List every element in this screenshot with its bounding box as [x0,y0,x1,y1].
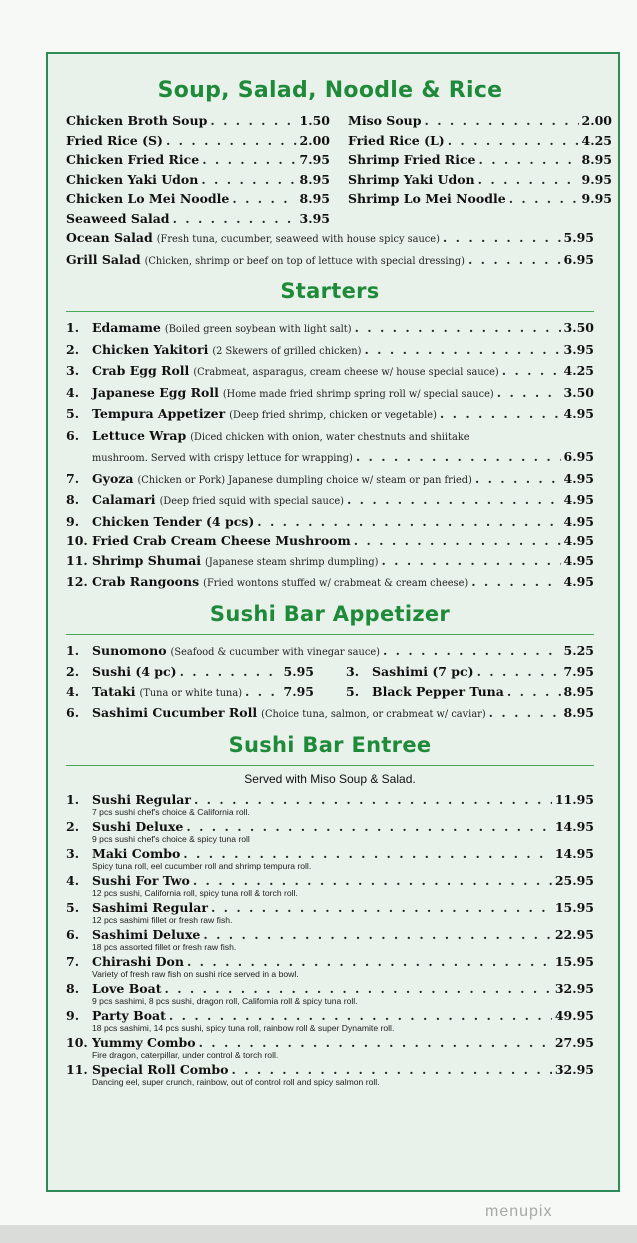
item-price: 7.95 [299,152,330,167]
item-number: 7. [66,470,80,486]
section-title-appetizer: Sushi Bar Appetizer [209,601,451,626]
menu-content [66,78,612,1089]
item-price: 4.95 [563,533,594,548]
menu-item [346,662,594,682]
item-name: Miso Soup [348,113,422,128]
section-title-starters: Starters [280,279,380,303]
section-divider [66,765,594,766]
item-description: (Choice tuna, salmon, or crabmeat w/ caviar) [261,709,486,720]
item-price: 32.95 [554,1061,594,1077]
item-price: 11.95 [554,791,594,807]
item-name: Shrimp Fried Rice [348,152,476,167]
soup-left-column [66,111,330,228]
item-description: (Japanese steam shrimp dumpling) [205,556,379,568]
appetizer-left-column [66,662,314,703]
item-description: mushroom. Served with crispy lettuce for wrapping) [92,453,353,464]
item-number: 6. [66,427,80,443]
leader-dots [355,318,561,338]
leader-dots [509,189,579,209]
item-description: 18 pcs assorted fillet or fresh raw fish. [92,941,237,952]
item-name: Sashimi Regular [92,899,208,915]
item-name: Shrimp Shumai [92,552,202,568]
item-name: Shrimp Lo Mei Noodle [348,191,506,206]
menu-item [66,927,594,943]
leader-dots [443,228,561,248]
item-name: Sunomono [92,642,167,658]
item-number: 11. [66,1061,88,1077]
menu-item [66,551,594,573]
item-description: (Crabmeat, asparagus, cream cheese w/ house special sauce) [193,367,499,378]
menu-item [348,131,612,151]
item-name: Chicken Broth Soup [66,113,208,128]
item-description: 12 pcs sushi, California roll, spicy tuna roll & torch roll. [92,887,298,898]
item-price: 25.95 [554,872,594,888]
menu-item [348,111,612,131]
item-description: (2 Skewers of grilled chicken) [212,345,362,357]
item-number: 5. [66,406,80,421]
leader-dots [468,250,561,270]
item-name: Grill Salad [66,251,141,267]
leader-dots [381,551,560,571]
page-bottom-edge [0,1225,637,1243]
leader-dots [166,131,297,151]
menu-item [66,111,330,131]
item-price: 8.95 [563,705,594,720]
item-number: 3. [346,664,360,679]
item-price: 4.95 [563,406,594,421]
item-description: Variety of fresh raw fish on sushi rice served in a bowl. [92,968,299,979]
item-description: (Tuna or white tuna) [139,687,243,699]
menu-item [66,981,594,997]
item-number: 4. [66,872,80,888]
item-number: 3. [66,363,80,378]
item-description: 12 pcs sashimi fillet or fresh raw fish. [92,914,233,925]
item-number: 1. [66,642,80,658]
item-price: 4.25 [563,363,594,378]
item-number: 2. [66,818,80,834]
item-name: Fried Crab Cream Cheese Mushroom [92,533,351,548]
menu-item [66,792,594,808]
menu-item [66,209,330,229]
item-price: 22.95 [554,926,594,942]
item-name: Party Boat [92,1007,166,1023]
item-number: 7. [66,953,80,969]
item-description: (Deep fried squid with special sauce) [159,496,344,507]
appetizer-right-column [346,662,594,703]
item-name: Yummy Combo [92,1034,196,1050]
menu-item [66,900,594,916]
leader-dots [477,662,561,682]
item-price: 4.25 [581,132,612,148]
leader-dots [199,1035,552,1051]
item-number: 11. [66,552,88,568]
leader-dots [193,873,552,889]
menu-item [348,170,612,190]
leader-dots [231,1062,551,1078]
item-name: Love Boat [92,980,162,996]
leader-dots [347,490,561,510]
leader-dots [245,682,281,702]
item-price: 4.95 [563,492,594,507]
soup-columns [66,111,612,228]
item-description: Dancing eel, super crunch, rainbow, out of control roll and spicy salmon roll. [92,1076,380,1087]
item-price: 2.00 [299,132,330,148]
item-description: (Deep fried shrimp, chicken or vegetable) [229,410,437,421]
appetizer-pair-row [66,662,594,703]
menu-item [66,189,330,209]
item-name: Sashimi Deluxe [92,926,201,942]
item-number: 2. [66,664,80,679]
menu-item [66,703,594,725]
menu-item [66,846,594,862]
item-name: Edamame [92,320,161,335]
item-number: 1. [66,320,80,335]
item-number: 6. [66,705,80,720]
menu-item [346,682,594,702]
item-description: (Fresh tuna, cucumber, seaweed with house spicy sauce) [156,234,440,245]
item-price: 49.95 [554,1007,594,1023]
item-name: Chicken Lo Mei Noodle [66,191,230,206]
item-number: 1. [66,791,80,807]
leader-dots [471,572,560,592]
item-name: Sushi Regular [92,791,191,807]
leader-dots [202,150,296,170]
item-name: Tempura Appetizer [92,406,226,421]
item-description: Fire dragon, caterpillar, under control & torch roll. [92,1049,279,1060]
item-price: 5.95 [563,230,594,245]
item-name: Fried Rice (L) [348,132,445,148]
item-price: 32.95 [554,980,594,996]
menu-panel [46,52,620,1192]
item-number: 8. [66,492,80,507]
item-price: 5.25 [563,642,594,658]
item-description: 18 pcs sashimi, 14 pcs sushi, spicy tuna roll, rainbow roll & super Dynamite roll. [92,1022,395,1033]
item-name: Sushi Deluxe [92,818,184,834]
leader-dots [210,111,296,131]
item-name: Tataki [92,683,136,699]
item-price: 4.95 [563,574,594,589]
menu-item [66,954,594,970]
menu-item [66,662,314,682]
item-name: Japanese Egg Roll [92,384,219,400]
menu-item [66,228,594,250]
leader-dots [211,900,552,916]
leader-dots [257,512,560,532]
item-description: 9 pcs sashimi, 8 pcs sushi, dragon roll, California roll & spicy tuna roll. [92,995,358,1006]
leader-dots [203,927,551,943]
item-price: 3.50 [563,384,594,400]
item-number: 5. [66,899,80,915]
item-name: Sashimi Cucumber Roll [92,705,258,720]
leader-dots [479,150,579,170]
leader-dots [440,404,561,424]
menu-item [66,150,330,170]
section-title-entree: Sushi Bar Entree [228,732,432,757]
item-description: (Seafood & cucumber with vinegar sauce) [170,646,380,658]
menu-item [66,512,594,532]
leader-dots [425,111,579,131]
item-number: 3. [66,845,80,861]
item-price: 9.95 [581,191,612,206]
item-price: 3.95 [299,210,330,226]
item-description: 9 pcs sushi chef's choice & spicy tuna roll [92,833,250,844]
menu-item [66,641,594,663]
item-number: 12. [66,574,88,589]
item-name: Ocean Salad [66,230,153,245]
item-name: Lettuce Wrap [92,427,187,443]
item-price: 14.95 [554,845,594,861]
item-price: 2.00 [581,113,612,128]
item-number: 2. [66,341,80,357]
starters-list [66,318,594,594]
item-name: Crab Egg Roll [92,363,190,378]
menu-item [66,131,330,151]
menu-item [66,404,594,426]
item-name: Chicken Yakitori [92,341,209,357]
item-price: 4.95 [563,513,594,529]
leader-dots [364,340,560,360]
item-number: 10. [66,533,88,548]
item-price: 15.95 [554,899,594,915]
item-price: 8.95 [563,683,594,699]
leader-dots [201,170,296,190]
watermark: menupix [485,1203,553,1220]
entree-list [66,792,594,1087]
menu-item [66,318,594,340]
menu-item [66,490,594,512]
item-description: (Chicken, shrimp or beef on top of lettuce with special dressing) [144,255,465,267]
menu-item [66,1035,594,1051]
item-description: 7 pcs sushi chef's choice & California roll. [92,806,250,817]
item-price: 1.50 [299,113,330,128]
section-title-soup: Soup, Salad, Noodle & Rice [157,78,503,103]
menu-item [66,819,594,835]
item-price: 4.95 [563,552,594,568]
item-number: 4. [66,683,80,699]
item-description: (Fried wontons stuffed w/ crabmeat & cream cheese) [203,578,469,589]
menu-item [66,426,594,448]
item-price: 14.95 [554,818,594,834]
item-description: Spicy tuna roll, eel cucumber roll and shrimp tempura roll. [92,860,312,871]
leader-dots [173,209,297,229]
soup-right-column [348,111,612,228]
leader-dots [475,469,561,489]
item-price: 8.95 [299,191,330,206]
section-divider [66,634,594,635]
item-number: 10. [66,1034,88,1050]
leader-dots [186,819,551,835]
section-divider [66,311,594,312]
item-name: Special Roll Combo [92,1061,229,1077]
menu-item [348,189,612,209]
item-price: 3.95 [563,341,594,357]
item-price: 5.95 [283,664,314,679]
leader-dots [169,1008,552,1024]
menu-item [66,682,314,704]
item-description: (Home made fried shrimp spring roll w/ special sauce) [222,388,494,400]
menu-item [66,572,594,594]
item-name: Fried Rice (S) [66,132,163,148]
leader-dots [183,846,552,862]
item-number: 4. [66,384,80,400]
leader-dots [383,641,561,661]
appetizer-list [66,641,594,725]
item-price: 27.95 [554,1034,594,1050]
item-name: Black Pepper Tuna [372,683,504,699]
item-number: 8. [66,980,80,996]
item-name: Calamari [92,492,156,507]
item-name: Seaweed Salad [66,210,170,226]
leader-dots [354,531,561,551]
leader-dots [502,361,561,381]
item-name: Sushi (4 pc) [92,664,177,679]
menu-item [66,873,594,889]
leader-dots [448,131,579,151]
item-name: Chirashi Don [92,953,184,969]
item-name: Chicken Tender (4 pcs) [92,513,255,529]
item-description: (Boiled green soybean with light salt) [164,324,352,335]
item-price: 7.95 [563,664,594,679]
menu-item [66,361,594,383]
served-with-note: Served with Miso Soup & Salad. [244,771,416,786]
item-price: 3.50 [563,320,594,335]
item-name: Shrimp Yaki Udon [348,171,475,187]
leader-dots [164,981,551,997]
item-price: 4.95 [563,470,594,486]
menu-item [66,383,594,405]
item-name: Sushi For Two [92,872,190,888]
item-price: 8.95 [299,171,330,187]
item-name: Gyoza [92,470,134,486]
item-price: 6.95 [563,251,594,267]
leader-dots [187,954,552,970]
leader-dots [489,703,561,723]
item-name: Maki Combo [92,845,181,861]
menu-item-continuation [66,447,594,469]
item-number: 9. [66,513,80,529]
menu-item [66,170,330,190]
item-price: 9.95 [581,171,612,187]
item-number: 5. [346,683,360,699]
leader-dots [194,792,552,808]
item-name: Chicken Fried Rice [66,152,200,167]
item-price: 7.95 [283,683,314,699]
item-name: Crab Rangoons [92,574,200,589]
menu-item [66,250,594,272]
leader-dots [507,682,561,702]
menu-item [348,150,612,170]
item-price: 8.95 [581,152,612,167]
item-price: 15.95 [554,953,594,969]
leader-dots [180,662,281,682]
leader-dots [232,189,296,209]
item-price: 6.95 [563,449,594,464]
item-name: Sashimi (7 pc) [372,664,474,679]
menu-item [66,1062,594,1078]
item-description: (Diced chicken with onion, water chestnuts and shiitake [190,431,470,443]
item-description: (Chicken or Pork) Japanese dumpling choice w/ steam or pan fried) [137,474,472,486]
menu-item [66,531,594,551]
item-number: 9. [66,1007,80,1023]
item-number: 6. [66,926,80,942]
menu-item [66,1008,594,1024]
leader-dots [356,447,561,467]
menu-item [66,469,594,491]
item-name: Chicken Yaki Udon [66,171,199,187]
menu-item [66,340,594,362]
leader-dots [478,170,579,190]
leader-dots [497,383,561,403]
